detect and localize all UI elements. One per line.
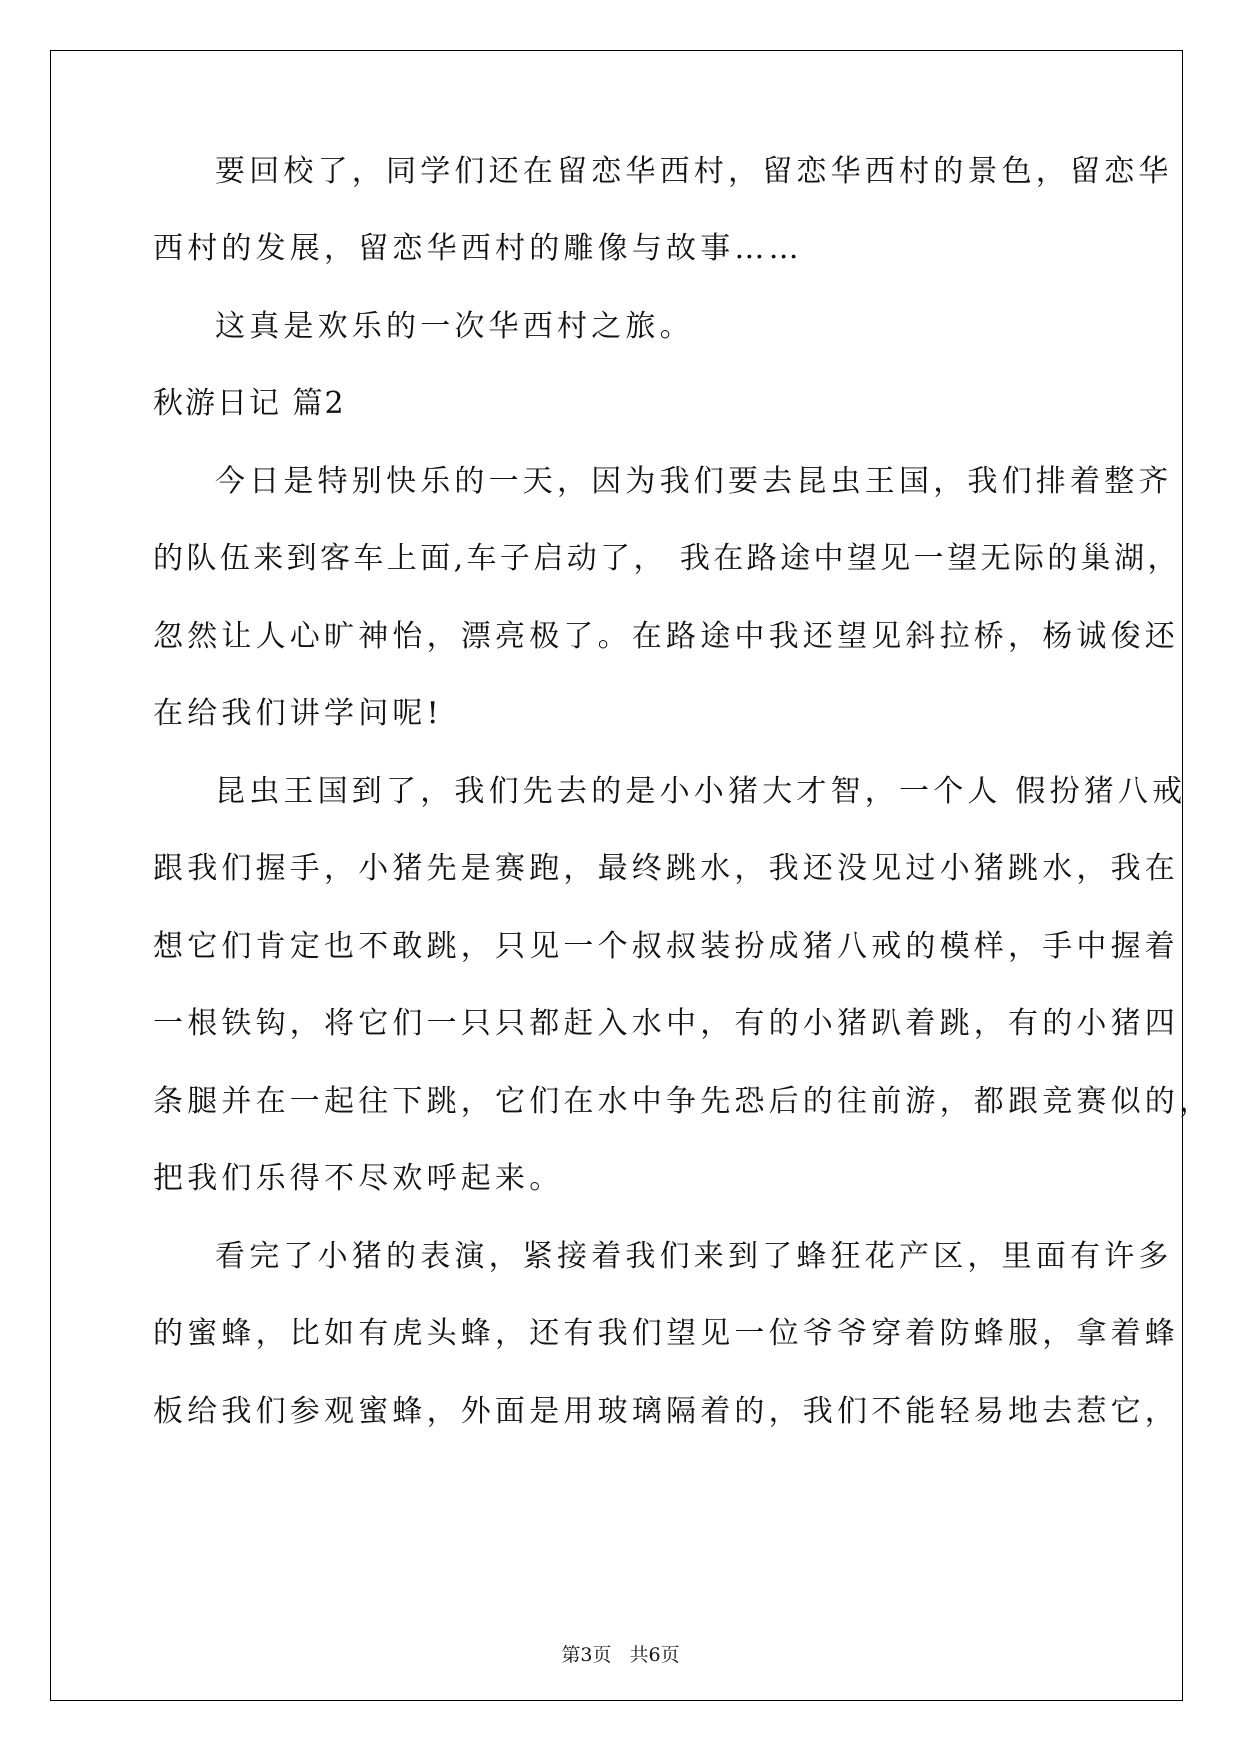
page-footer [0,1640,1241,1667]
text-line: 板给我们参观蜜蜂，外面是用玻璃隔着的，我们不能轻易地去惹它， [153,1394,1179,1429]
text-line: 忽然让人心旷神怡，漂亮极了。在路途中我还望见斜拉桥，杨诚俊还 [153,619,1179,654]
section-heading: 秋游日记 篇2 [153,386,346,421]
text-line: 的蜜蜂，比如有虎头蜂，还有我们望见一位爷爷穿着防蜂服，拿着蜂 [153,1316,1179,1351]
text-line: 要回校了，同学们还在留恋华西村，留恋华西村的景色，留恋华 [215,154,1173,189]
text-line: 想它们肯定也不敢跳，只见一个叔叔装扮成猪八戒的模样，手中握着 [153,929,1179,964]
text-line: 这真是欢乐的一次华西村之旅。 [215,309,694,344]
text-line: 条腿并在一起往下跳，它们在水中争先恐后的往前游，都跟竞赛似的， [153,1084,1214,1119]
text-line: 在给我们讲学问呢! [153,696,443,731]
page-number-current: 第3页 [561,1644,612,1666]
text-line: 把我们乐得不尽欢呼起来。 [153,1161,564,1196]
text-line: 昆虫王国到了，我们先去的是小小猪大才智，一个人 假扮猪八戒 [215,774,1187,809]
text-line: 今日是特别快乐的一天，因为我们要去昆虫王国，我们排着整齐 [215,464,1173,499]
text-line: 一根铁钩，将它们一只只都赶入水中，有的小猪趴着跳，有的小猪四 [153,1006,1179,1041]
text-line: 西村的发展，留恋华西村的雕像与故事…… [153,231,803,266]
text-line: 看完了小猪的表演，紧接着我们来到了蜂狂花产区，里面有许多 [215,1239,1173,1274]
text-line: 的队伍来到客车上面,车子启动了， 我在路途中望见一望无际的巢湖， [153,541,1181,576]
page-number-total: 共6页 [629,1644,680,1666]
text-line: 跟我们握手，小猪先是赛跑，最终跳水，我还没见过小猪跳水，我在 [153,851,1179,886]
